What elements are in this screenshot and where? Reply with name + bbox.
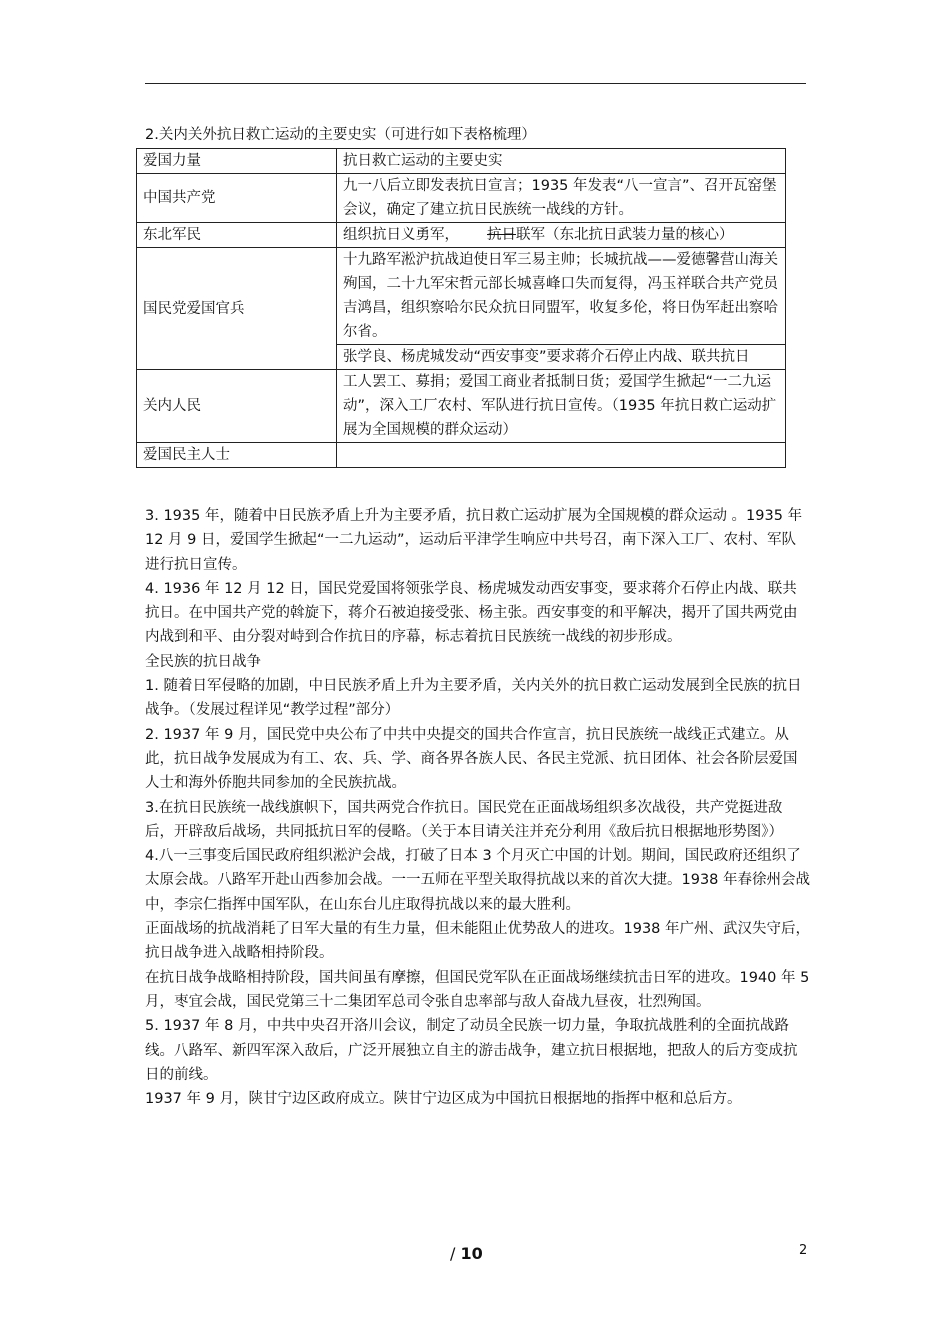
force-cell: 关内人民: [137, 370, 337, 443]
patriotic-forces-table: [136, 148, 786, 468]
table-row: [137, 370, 786, 443]
paragraph: 3.在抗日民族统一战线旗帜下，国共两党合作抗日。国民党在正面战场组织多次战役，共产党挺进敌后，开辟敌后战场，共同抵抗日军的侵略。（关于本目请关注并充分利用《敌后抗日根据地形势图》）: [145, 799, 783, 840]
force-cell: 国民党爱国官兵: [137, 248, 337, 370]
facts-cell: 工人罢工、募捐；爱国工商业者抵制日货；爱国学生掀起“一二九运动”，深入工厂农村、军队进行抗日宣传。（1935 年抗日救亡运动扩展为全国规模的群众运动）: [337, 370, 786, 443]
force-cell: 爱国民主人士: [137, 443, 337, 468]
table-row: [137, 443, 786, 468]
facts-text: 联军（东北抗日武装力量的核心）: [516, 227, 734, 243]
paragraph: 1937 年 9 月，陕甘宁边区政府成立。陕甘宁边区成为中国抗日根据地的指挥中枢和总后方。: [145, 1091, 742, 1108]
paragraph: 3. 1935 年，随着中日民族矛盾上升为主要矛盾，抗日救亡运动扩展为全国规模的群众运动 。1935 年 12 月 9 日，爱国学生掀起“一二九运动”，运动后平津学生响应中共号召，南下深入工厂、农村、军队进行抗日宣传。: [145, 508, 803, 573]
facts-cell: [337, 223, 786, 248]
facts-cell: [337, 443, 786, 468]
paragraph: 在抗日战争战略相持阶段，国共间虽有摩擦，但国民党军队在正面战场继续抗击日军的进攻。1940 年 5 月，枣宜会战，国民党第三十二集团军总司令张自忠率部与敌人奋战九昼夜，壮烈殉国。: [145, 969, 810, 1010]
table-row: [137, 223, 786, 248]
table-row: [137, 174, 786, 223]
paragraph: 5. 1937 年 8 月，中共中央召开洛川会议，制定了动员全民族一切力量，争取抗战胜利的全面抗战路线。八路军、新四军深入敌后，广泛开展独立自主的游击战争，建立抗日根据地，把敌人的后方变成抗日的前线。: [145, 1018, 798, 1083]
header-cell-facts: 抗日救亡运动的主要史实: [337, 149, 786, 174]
body-text: [145, 504, 810, 1111]
page-separator: /: [450, 1244, 461, 1263]
paragraph: 正面战场的抗战消耗了日军大量的有生力量，但未能阻止优势敌人的进攻。1938 年广州、武汉失守后，抗日战争进入战略相持阶段。: [145, 921, 811, 962]
page-total: 10: [460, 1244, 483, 1263]
header-cell-force: 爱国力量: [137, 149, 337, 174]
paragraph: 1. 随着日军侵略的加剧，中日民族矛盾上升为主要矛盾，关内关外的抗日救亡运动发展到全民族的抗日战争。（发展过程详见“教学过程”部分）: [145, 678, 802, 719]
page-number: 2: [799, 1243, 808, 1258]
paragraph: 4. 1936 年 12 月 12 日，国民党爱国将领张学良、杨虎城发动西安事变，要求蒋介石停止内战、联共抗日。在中国共产党的斡旋下，蒋介石被迫接受张、杨主张。西安事变的和平解决，揭开了国共两党由内战到和平、由分裂对峙到合作抗日的序幕，标志着抗日民族统一战线的初步形成。: [145, 580, 798, 646]
facts-cell: 十九路军淞沪抗战迫使日军三易主帅；长城抗战——爱德馨营山海关殉国，二十九军宋哲元部长城喜峰口失而复得，冯玉祥联合共产党员吉鸿昌，组织察哈尔民众抗日同盟军，收复多伦，将日伪军赶出察哈尔省。: [337, 248, 786, 345]
paragraph: 2. 1937 年 9 月，国民党中央公布了中共中央提交的国共合作宣言，抗日民族统一战线正式建立。从此，抗日战争发展成为有工、农、兵、学、商各界各族人民、各民主党派、抗日团体、社会各阶层爱国人士和海外侨胞共同参加的全民族抗战。: [145, 726, 798, 792]
subsection-title: 全民族的抗日战争: [145, 653, 261, 670]
facts-cell: 九一八后立即发表抗日宣言；1935 年发表“八一宣言”、召开瓦窑堡会议，确定了建立抗日民族统一战线的方针。: [337, 174, 786, 223]
table-row: [137, 248, 786, 345]
table-header-row: [137, 149, 786, 174]
page-count: [450, 1244, 483, 1263]
facts-text: 组织抗日义勇军，: [343, 227, 459, 243]
section-heading: 2.关内关外抗日救亡运动的主要史实（可进行如下表格梳理）: [145, 127, 536, 143]
paragraph: 4.八一三事变后国民政府组织淞沪会战，打破了日本 3 个月灭亡中国的计划。期间，国民政府还组织了太原会战。八路军开赴山西参加会战。一一五师在平型关取得抗战以来的首次大捷。1938 年春徐州会战中，李宗仁指挥中国军队，在山东台儿庄取得抗战以来的最大胜利。: [145, 848, 811, 913]
force-cell: 东北军民: [137, 223, 337, 248]
force-cell: 中国共产党: [137, 174, 337, 223]
header-rule: [145, 83, 806, 84]
facts-cell: 张学良、杨虎城发动“西安事变”要求蒋介石停止内战、联共抗日: [337, 345, 786, 370]
struck-text: 抗日: [487, 227, 516, 243]
